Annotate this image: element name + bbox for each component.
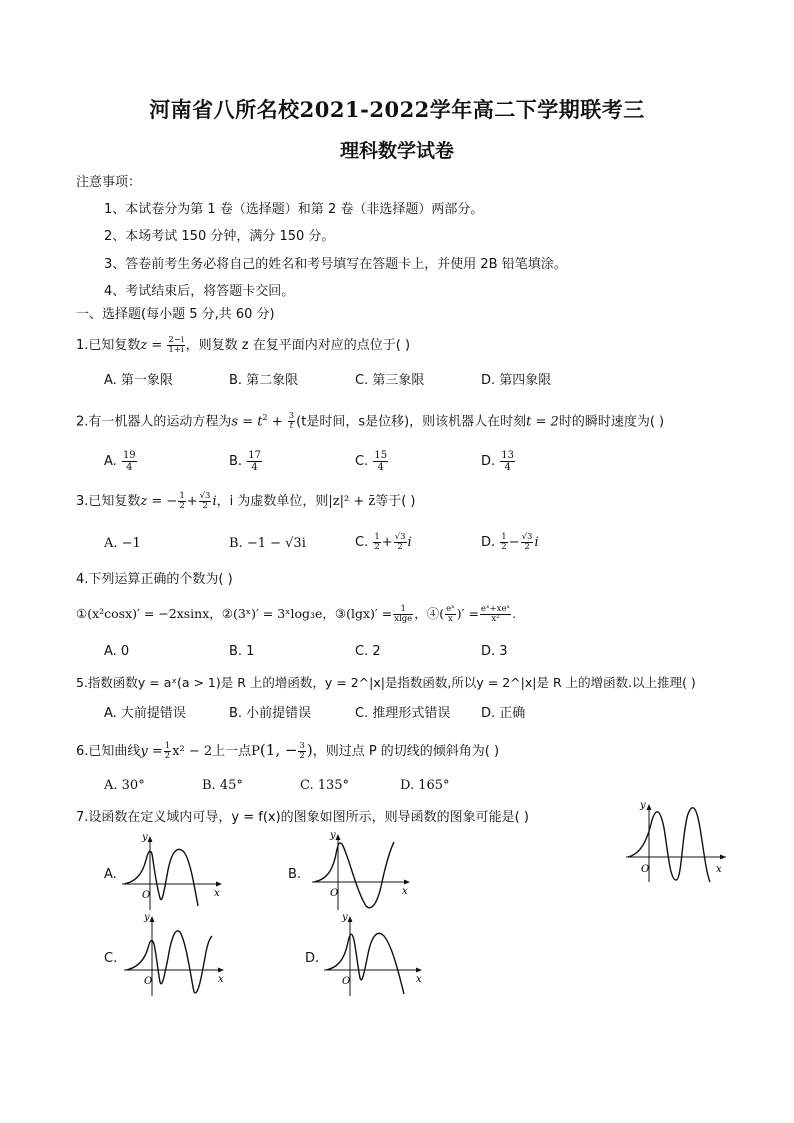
q4-expressions (76, 605, 516, 624)
c-x-label: x (218, 974, 224, 985)
a-curve (124, 849, 198, 906)
note-item-3: 3、答卷前考生务必将自己的姓名和考号填写在答题卡上，并使用 2B 铅笔填涂。 (104, 257, 567, 272)
q6-option-a: A. 30° (104, 778, 145, 793)
q4-option-d: D. 3 (481, 644, 508, 659)
q6-pfrac (298, 742, 305, 761)
q3-option-b: B. −1 − √3i (229, 536, 306, 551)
q3-frac2 (199, 492, 212, 511)
q3-mid: ，i 为虚数单位，则 (216, 494, 329, 509)
q6-pt-a: (1, − (259, 741, 298, 759)
q4-e3d: xlge (394, 614, 413, 624)
q2-option-d (481, 450, 516, 473)
q4-e3a: ③(lgx)′ = (334, 606, 393, 621)
q7-label-c: C. (104, 951, 118, 966)
question-7: 7.设函数在定义域内可导，y = f(x)的图象如图所示，则导函数的图象可能是( ) (76, 810, 529, 825)
a-y-label: y (142, 832, 148, 843)
q1-option-d: D. 第四象限 (481, 373, 552, 388)
q3-c-plus: + (381, 535, 393, 550)
q6-option-d: D. 165° (400, 778, 450, 793)
d-curve (326, 933, 404, 994)
q6-frac (164, 742, 171, 761)
main-y-label: y (640, 800, 646, 811)
q2-fden: t (289, 421, 294, 432)
q1-pre: 1.已知复数 (76, 338, 141, 353)
q2-pow: 2 (262, 413, 268, 422)
q7-main-graph (620, 800, 740, 890)
q6-pt-b: ) (306, 741, 313, 759)
q4-e2: ②(3ˣ)′ = 3ˣlog₃e， (221, 606, 335, 621)
q3-c-frac1 (373, 533, 380, 552)
q7-label-a: A. (104, 867, 117, 882)
q3-c-d1: 2 (374, 542, 380, 552)
q2-b-frac (247, 450, 262, 473)
q7-label-b: B. (288, 867, 302, 882)
q1-fraction (167, 336, 184, 355)
q6-eq: y = (140, 744, 163, 759)
q3-c-i: i (407, 535, 412, 550)
question-1 (76, 336, 410, 355)
q5-option-d: D. 正确 (481, 706, 526, 721)
q2-a-num: 19 (122, 450, 136, 461)
q4-e4fn: eˣ (446, 604, 455, 614)
q2-pre: 2.有一机器人的运动方程为 (76, 414, 232, 430)
q4-e4c: . (512, 606, 517, 621)
q5-option-b: B. 小前提错误 (229, 706, 312, 721)
q4-option-b: B. 1 (229, 644, 255, 659)
question-5: 5.指数函数y = aˣ(a > 1)是 R 上的增函数，y = 2^|x|是指数函数,所以y = 2^|x|是 R 上的增函数.以上推理( ) (76, 675, 696, 690)
q4-e4fd: x (448, 614, 453, 624)
q3-d-d1: 2 (501, 542, 507, 552)
q3-c-label: C. (355, 535, 369, 550)
q3-eq: z = − (140, 494, 178, 509)
main-origin: O (641, 864, 650, 875)
a-origin: O (142, 890, 151, 901)
b-origin: O (330, 888, 339, 899)
q2-a-frac (122, 450, 137, 473)
q3-d-minus: − (508, 535, 520, 550)
q3-c-n1: 1 (374, 532, 380, 542)
q2-c-den: 4 (377, 462, 384, 473)
q3-f1n: 1 (179, 491, 185, 501)
c-y-arrow (150, 916, 155, 922)
d-origin: O (342, 976, 351, 987)
d-y-label: y (342, 912, 348, 923)
q6-option-b: B. 45° (202, 778, 243, 793)
q3-post: 等于( ) (375, 494, 416, 509)
c-curve (126, 931, 212, 993)
a-x-arrow (216, 882, 222, 887)
q3-f1d: 2 (179, 501, 185, 511)
q1-post: ，则复数 z 在复平面内对应的点位于( ) (185, 338, 411, 353)
q6-pre: 6.已知曲线 (76, 744, 141, 759)
q3-d-label: D. (481, 535, 496, 550)
c-y-label: y (144, 912, 150, 923)
q6-rest: x² − 2上一点P (172, 744, 260, 759)
q7-graph-a (120, 832, 230, 914)
main-x-arrow (720, 855, 726, 860)
b-curve (314, 842, 394, 908)
c-origin: O (144, 976, 153, 987)
q4-e3n: 1 (393, 605, 413, 615)
q4-e1: ①(x²cosx)′ = −2xsinx， (76, 606, 222, 621)
q7-graph-c (122, 912, 234, 998)
q4-e3-frac (393, 605, 413, 624)
q2-b-label: B. (229, 454, 243, 469)
q2-plus: + (267, 414, 287, 430)
main-x-label: x (716, 864, 722, 875)
notes-heading: 注意事项： (76, 175, 142, 190)
q4-option-a: A. 0 (104, 644, 130, 659)
q3-f2n: √3 (199, 491, 211, 501)
q2-c-num: 15 (374, 450, 388, 461)
q2-eq: s = t (231, 414, 263, 430)
a-x-label: x (214, 888, 220, 899)
d-x-label: x (416, 974, 422, 985)
question-2 (76, 409, 664, 431)
main-y-arrow (647, 804, 652, 810)
q3-i: i (212, 494, 217, 509)
q7-label-d: D. (305, 951, 320, 966)
q3-c-n2: √3 (394, 532, 406, 542)
q4-e3b: ， (414, 606, 427, 621)
q6-pd: 2 (299, 751, 305, 761)
q6-option-c: C. 135° (300, 778, 350, 793)
exam-title: 河南省八所名校2021-2022学年高二下学期联考三 (149, 97, 645, 122)
q3-option-c (355, 533, 412, 552)
q2-d-den: 4 (504, 462, 511, 473)
q2-option-c (355, 450, 389, 473)
q1-denominator: 1+i (168, 345, 184, 355)
q2-d-frac (500, 450, 515, 473)
q4-option-c: C. 2 (355, 644, 381, 659)
note-item-1: 1、本试卷分为第 1 卷（选择题）和第 2 卷（非选择题）两部分。 (104, 202, 484, 217)
b-y-label: y (330, 830, 336, 841)
q3-d-n2: √3 (521, 532, 533, 542)
q3-expr: |z|² + z̄ (328, 494, 376, 509)
q2-a-den: 4 (126, 462, 133, 473)
q3-option-d (481, 533, 539, 552)
note-item-2: 2、本场考试 150 分钟，满分 150 分。 (104, 229, 335, 244)
d-y-arrow (348, 916, 353, 922)
q6-fd: 2 (164, 751, 171, 761)
q2-fnum: 3 (288, 411, 295, 422)
q3-f2d: 2 (202, 501, 208, 511)
a-y-arrow (148, 836, 153, 842)
q4-e4-frac1 (445, 605, 456, 624)
q1-option-c: C. 第三象限 (355, 373, 425, 388)
q2-option-b (229, 450, 263, 473)
note-item-4: 4、考试结束后，将答题卡交回。 (104, 284, 295, 299)
q2-c-frac (373, 450, 388, 473)
section-heading: 一、选择题(每小题 5 分,共 60 分) (76, 307, 275, 322)
q3-plus: + (186, 494, 198, 509)
q3-pre: 3.已知复数 (76, 494, 141, 509)
exam-subtitle: 理科数学试卷 (339, 140, 454, 162)
q4-e4a: ④( (426, 606, 445, 621)
q3-option-a: A. −1 (104, 536, 141, 551)
q3-c-frac2 (394, 533, 407, 552)
q1-z: z = (140, 338, 163, 353)
q2-d-label: D. (481, 454, 496, 469)
q4-e4-frac2 (480, 605, 511, 624)
q5-option-a: A. 大前提错误 (104, 706, 186, 721)
q5-option-c: C. 推理形式错误 (355, 706, 451, 721)
q6-pn: 3 (299, 741, 305, 751)
q2-option-a (104, 450, 138, 473)
q4-e4n: eˣ+xeˣ (480, 604, 511, 614)
q7-graph-d (322, 912, 434, 998)
q2-d-num: 13 (501, 450, 515, 461)
b-y-arrow (336, 834, 341, 840)
q3-d-d2: 2 (524, 542, 530, 552)
q2-fraction (288, 412, 295, 431)
b-x-arrow (404, 880, 410, 885)
q3-d-frac1 (500, 533, 507, 552)
q2-post: 时的瞬时速度为( ) (558, 414, 665, 430)
q4-e4b: )′ = (456, 606, 479, 621)
d-x-arrow (416, 968, 422, 973)
q1-numerator: 2−i (168, 335, 184, 345)
question-6 (76, 741, 499, 761)
c-x-arrow (218, 968, 224, 973)
q3-d-i: i (534, 535, 539, 550)
q3-d-frac2 (521, 533, 534, 552)
q1-option-b: B. 第二象限 (229, 373, 299, 388)
q2-a-label: A. (104, 454, 117, 469)
q3-frac1 (178, 492, 185, 511)
q1-option-a: A. 第一象限 (104, 373, 173, 388)
q2-mid: (t是时间，s是位移)，则该机器人在时刻 (296, 414, 527, 430)
question-3 (76, 492, 416, 511)
q2-c-label: C. (355, 454, 369, 469)
b-x-label: x (402, 886, 408, 897)
q2-b-num: 17 (248, 450, 261, 461)
q2-b-den: 4 (251, 462, 258, 473)
q6-fn: 1 (164, 741, 171, 751)
q6-post: ，则过点 P 的切线的倾斜角为( ) (312, 744, 500, 759)
q7-graph-b (310, 830, 420, 914)
q4-e4d: x² (491, 614, 500, 624)
q2-t: t = 2 (526, 414, 559, 430)
q3-c-d2: 2 (397, 542, 403, 552)
q3-d-n1: 1 (501, 532, 507, 542)
question-4: 4.下列运算正确的个数为( ) (76, 572, 233, 587)
